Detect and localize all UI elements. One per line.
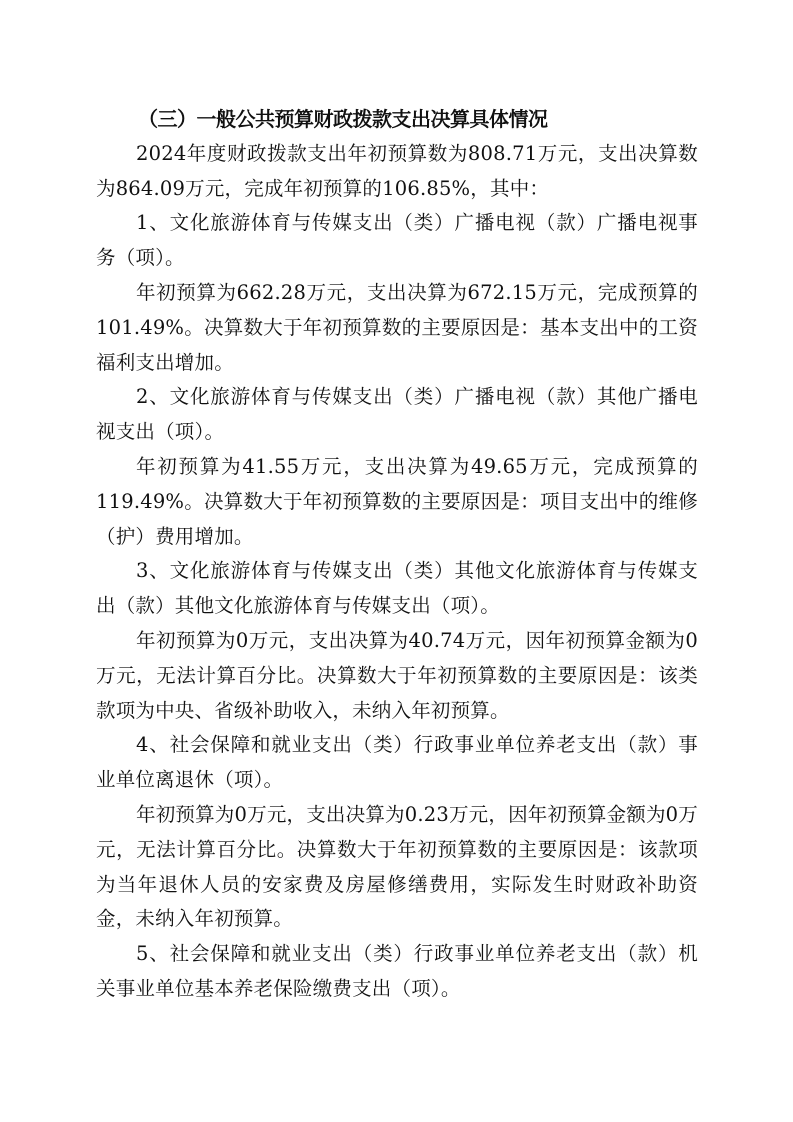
item-3-title: 3、文化旅游体育与传媒支出（类）其他文化旅游体育与传媒支出（款）其他文化旅游体育与传媒支出（项）。 bbox=[96, 559, 698, 618]
item-2-detail: 年初预算为41.55万元，支出决算为49.65万元，完成预算的119.49%。决算数大于年初预算数的主要原因是：项目支出中的维修（护）费用增加。 bbox=[96, 454, 698, 548]
item-3-detail: 年初预算为0万元，支出决算为40.74万元，因年初预算金额为0万元，无法计算百分比。决算数大于年初预算数的主要原因是：该类款项为中央、省级补助收入，未纳入年初预算。 bbox=[96, 628, 698, 722]
summary-paragraph: 2024年度财政拨款支出年初预算数为808.71万元，支出决算数为864.09万元，完成年初预算的106.85%，其中： bbox=[96, 141, 698, 200]
item-5-title: 5、社会保障和就业支出（类）行政事业单位养老支出（款）机关事业单位基本养老保险缴费支出（项）。 bbox=[96, 942, 698, 1000]
item-4-detail: 年初预算为0万元，支出决算为0.23万元，因年初预算金额为0万元，无法计算百分比。决算数大于年初预算数的主要原因是：该款项为当年退休人员的安家费及房屋修缮费用，实际发生时财政补助资金，未纳入年初预算。 bbox=[96, 802, 698, 931]
section-heading: （三）一般公共预算财政拨款支出决算具体情况 bbox=[138, 107, 548, 131]
item-4-title: 4、社会保障和就业支出（类）行政事业单位养老支出（款）事业单位离退休（项）。 bbox=[96, 733, 698, 792]
document-page bbox=[96, 102, 698, 1007]
item-1-detail: 年初预算为662.28万元，支出决算为672.15万元，完成预算的101.49%。决算数大于年初预算数的主要原因是：基本支出中的工资福利支出增加。 bbox=[96, 280, 698, 374]
item-2-title: 2、文化旅游体育与传媒支出（类）广播电视（款）其他广播电视支出（项）。 bbox=[96, 385, 698, 444]
item-1-title: 1、文化旅游体育与传媒支出（类）广播电视（款）广播电视事务（项）。 bbox=[96, 211, 698, 270]
